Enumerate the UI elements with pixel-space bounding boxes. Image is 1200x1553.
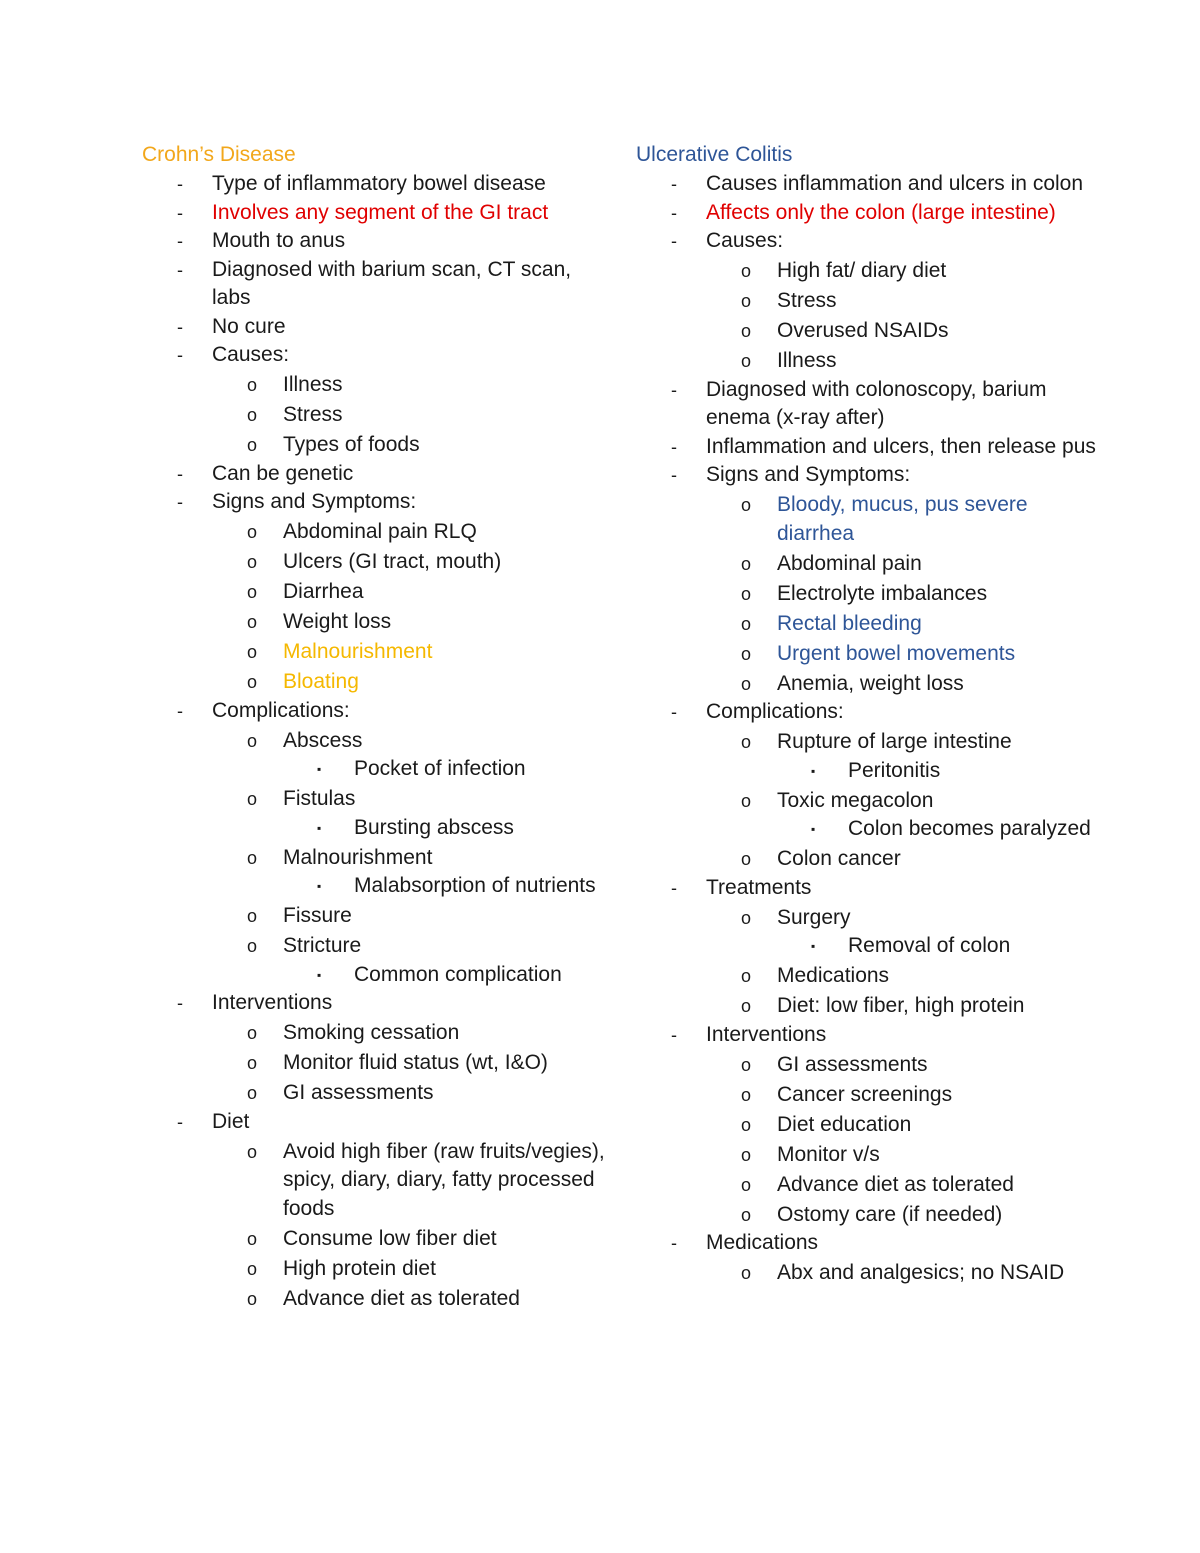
list-item [636,728,1106,757]
circle-bullet-icon: o [247,375,258,395]
list-item-text: Abx and analgesics; no NSAID [777,1261,1065,1284]
list-item-text: Malabsorption of nutrients [354,874,596,897]
list-item [142,313,612,342]
dash-bullet-icon: - [177,345,183,365]
circle-bullet-icon: o [247,906,258,926]
ulcerative-colitis-list [636,170,1106,1288]
list-item [142,578,612,607]
circle-bullet-icon: o [741,966,752,986]
list-item [636,640,1106,669]
list-item [142,518,612,547]
dash-bullet-icon: - [671,1024,677,1045]
dash-bullet-icon: - [671,174,677,194]
list-item-text: Stress [283,403,343,426]
list-item [636,874,1106,903]
square-bullet-icon: ▪ [811,939,816,953]
list-item [142,488,612,517]
list-item [636,257,1106,286]
list-item [636,1141,1106,1170]
list-item-text: Medications [777,964,890,987]
list-item-text: Involves any segment of the GI tract [212,200,549,224]
list-item-text: Can be genetic [212,461,354,485]
list-item [142,638,612,667]
list-item-text: Diet education [777,1112,912,1136]
list-item [636,1051,1106,1080]
crohns-column [142,140,612,1313]
circle-bullet-icon: o [247,642,258,662]
list-item-text: Diet: low fiber, high protein [777,994,1025,1017]
list-item-text: Interventions [706,1022,827,1046]
list-item [142,1049,612,1078]
list-item-text: Abscess [283,728,363,752]
circle-bullet-icon: o [741,1263,752,1283]
list-item-text: Common complication [354,962,562,986]
list-item [142,961,612,990]
circle-bullet-icon: o [247,552,258,572]
list-item-text: Ostomy care (if needed) [777,1202,1003,1226]
list-item [142,844,612,873]
list-item-text: Anemia, weight loss [777,671,964,695]
list-item [142,1079,612,1108]
dash-bullet-icon: - [671,379,677,400]
list-item [636,1259,1106,1288]
list-item-text: Medications [706,1231,819,1254]
list-item [636,1111,1106,1140]
list-item [636,376,1106,433]
list-item [142,1285,612,1314]
circle-bullet-icon: o [247,1083,258,1103]
list-item-text: Treatments [706,875,812,899]
list-item-text: High protein diet [283,1256,436,1280]
list-item [142,401,612,430]
circle-bullet-icon: o [741,321,752,341]
circle-bullet-icon: o [247,789,258,809]
list-item [636,1229,1106,1258]
circle-bullet-icon: o [741,351,752,371]
ulcerative-colitis-heading: Ulcerative Colitis [636,143,793,166]
list-item [636,433,1106,462]
list-item-text: Affects only the colon (large intestine) [706,200,1056,224]
list-item [142,341,612,370]
circle-bullet-icon: o [247,730,258,751]
list-item [636,227,1106,256]
circle-bullet-icon: o [247,612,258,632]
dash-bullet-icon: - [671,877,677,898]
list-item-text: Monitor fluid status (wt, I&O) [283,1051,548,1074]
list-item [636,962,1106,991]
list-item [142,608,612,637]
list-item-text: Overused NSAIDs [777,319,949,342]
circle-bullet-icon: o [247,522,258,542]
dash-bullet-icon: - [177,316,183,337]
list-item-text: Interventions [212,991,333,1014]
dash-bullet-icon: - [671,1233,677,1253]
circle-bullet-icon: o [247,936,258,956]
list-item-text: Malnourishment [283,845,433,869]
circle-bullet-icon: o [247,435,258,455]
list-item-text: Malnourishment [283,640,433,663]
list-item-text: Rectal bleeding [777,611,922,635]
square-bullet-icon: ▪ [317,820,322,835]
circle-bullet-icon: o [741,732,752,752]
list-item [142,1019,612,1048]
dash-bullet-icon: - [177,700,183,721]
list-item [636,698,1106,727]
circle-bullet-icon: o [741,1054,752,1075]
square-bullet-icon: ▪ [317,967,322,982]
list-item [142,1138,612,1224]
circle-bullet-icon: o [741,495,752,515]
circle-bullet-icon: o [247,1053,258,1073]
circle-bullet-icon: o [741,673,752,694]
list-item [142,755,612,784]
list-item-text: Pocket of infection [354,757,526,780]
list-item-text: Causes: [706,229,784,252]
list-item [636,491,1106,548]
circle-bullet-icon: o [741,553,752,574]
list-item-text: Fissure [283,904,352,927]
list-item-text: Types of foods [283,433,420,456]
list-item-text: Inflammation and ulcers, then release pus [706,434,1096,458]
list-item-text: Illness [283,373,343,396]
list-item [142,902,612,931]
dash-bullet-icon: - [671,702,677,722]
list-item-text: GI assessments [283,1081,434,1104]
list-item [142,199,612,228]
list-item-text: Colon cancer [777,847,901,870]
list-item-text: Type of inflammatory bowel disease [212,172,546,195]
list-item [636,670,1106,699]
circle-bullet-icon: o [247,1141,258,1162]
list-item [636,1201,1106,1230]
list-item-text: Toxic megacolon [777,788,934,812]
list-item [636,610,1106,639]
list-item-text: No cure [212,314,286,338]
dash-bullet-icon: - [177,1111,183,1132]
list-item [636,580,1106,609]
circle-bullet-icon: o [247,847,258,868]
list-item-text: Bloating [283,670,359,693]
circle-bullet-icon: o [741,996,752,1016]
list-item-text: Diarrhea [283,580,364,603]
list-item [636,992,1106,1021]
list-item [636,317,1106,346]
list-item [636,932,1106,961]
dash-bullet-icon: - [177,259,183,280]
list-item-text: Stricture [283,934,362,957]
list-item [636,287,1106,316]
dash-bullet-icon: - [671,202,677,223]
list-item-text: Abdominal pain RLQ [283,520,477,543]
list-item [142,989,612,1018]
list-item [636,550,1106,579]
list-item-text: Advance diet as tolerated [777,1172,1014,1196]
list-item [636,904,1106,933]
list-item-text: Illness [777,349,837,372]
list-item-text: Removal of colon [848,934,1011,957]
list-item-text: Weight loss [283,610,392,633]
list-item-text: Complications: [212,698,350,722]
list-item-text: Bursting abscess [354,815,514,839]
circle-bullet-icon: o [247,582,258,602]
list-item-text: Mouth to anus [212,229,346,252]
circle-bullet-icon: o [247,1023,258,1043]
circle-bullet-icon: o [741,1114,752,1135]
list-item-text: Causes inflammation and ulcers in colon [706,172,1084,195]
list-item-text: Surgery [777,905,851,929]
list-item [636,757,1106,786]
list-item-text: Signs and Symptoms: [212,490,417,513]
list-item-text: Diagnosed with barium scan, CT scan, labs [212,257,572,309]
dash-bullet-icon: - [177,174,183,194]
list-item [142,1225,612,1254]
list-item [636,1081,1106,1110]
circle-bullet-icon: o [247,672,258,692]
list-item-text: Colon becomes paralyzed [848,817,1091,840]
list-item [636,347,1106,376]
list-item [142,256,612,313]
circle-bullet-icon: o [741,583,752,604]
crohns-heading: Crohn’s Disease [142,143,296,166]
square-bullet-icon: ▪ [811,763,816,778]
list-item-text: Peritonitis [848,758,941,782]
list-item-text: Smoking cessation [283,1021,460,1044]
circle-bullet-icon: o [741,1174,752,1195]
list-item [142,227,612,256]
circle-bullet-icon: o [741,643,752,664]
list-item-text: Diagnosed with colonoscopy, barium enema (x-ray after) [706,377,1047,429]
list-item-text: Causes: [212,343,290,366]
circle-bullet-icon: o [741,790,752,811]
list-item [636,1021,1106,1050]
circle-bullet-icon: o [247,1288,258,1309]
circle-bullet-icon: o [247,1258,258,1279]
circle-bullet-icon: o [741,849,752,869]
list-item [142,371,612,400]
list-item [142,785,612,814]
list-item-text: Consume low fiber diet [283,1226,497,1250]
list-item-text: High fat/ diary diet [777,259,947,282]
list-item [636,170,1106,199]
dash-bullet-icon: - [177,993,183,1013]
square-bullet-icon: ▪ [317,879,322,893]
ulcerative-colitis-column [636,140,1106,1288]
list-item [636,461,1106,490]
list-item [142,872,612,901]
list-item-text: Bloody, mucus, pus severe diarrhea [777,493,1028,545]
dash-bullet-icon: - [671,231,677,251]
list-item-text: Advance diet as tolerated [283,1286,520,1310]
list-item [142,1108,612,1137]
list-item [142,727,612,756]
list-item-text: Complications: [706,700,844,723]
list-item [142,932,612,961]
dash-bullet-icon: - [671,436,677,457]
dash-bullet-icon: - [177,231,183,251]
list-item-text: Avoid high fiber (raw fruits/vegies), spicy, diary, diary, fatty processed foods [283,1139,605,1220]
circle-bullet-icon: o [741,291,752,311]
list-item-text: Fistulas [283,787,356,810]
dash-bullet-icon: - [177,463,183,484]
list-item [636,787,1106,816]
list-item [636,815,1106,844]
list-item [142,170,612,199]
list-item-text: Rupture of large intestine [777,730,1012,753]
circle-bullet-icon: o [247,1228,258,1249]
list-item-text: Abdominal pain [777,551,922,575]
circle-bullet-icon: o [741,1204,752,1225]
list-item [636,1171,1106,1200]
list-item-text: Diet [212,1109,250,1133]
circle-bullet-icon: o [741,1144,752,1165]
list-item [636,845,1106,874]
list-item-text: Ulcers (GI tract, mouth) [283,550,502,573]
list-item [636,199,1106,228]
list-item [142,814,612,843]
list-item-text: Electrolyte imbalances [777,581,988,605]
dash-bullet-icon: - [177,492,183,512]
dash-bullet-icon: - [671,465,677,485]
square-bullet-icon: ▪ [317,762,322,776]
circle-bullet-icon: o [741,261,752,281]
list-item-text: GI assessments [777,1052,928,1076]
list-item [142,460,612,489]
list-item [142,548,612,577]
circle-bullet-icon: o [741,907,752,928]
list-item-text: Stress [777,289,837,312]
list-item [142,431,612,460]
circle-bullet-icon: o [741,613,752,634]
list-item-text: Cancer screenings [777,1082,953,1106]
list-item-text: Urgent bowel movements [777,641,1016,665]
list-item [142,668,612,697]
list-item [142,697,612,726]
circle-bullet-icon: o [741,1084,752,1105]
circle-bullet-icon: o [247,405,258,425]
list-item [142,1255,612,1284]
crohns-list [142,170,612,1313]
list-item-text: Monitor v/s [777,1142,880,1166]
square-bullet-icon: ▪ [811,822,816,836]
dash-bullet-icon: - [177,202,183,223]
list-item-text: Signs and Symptoms: [706,463,911,486]
